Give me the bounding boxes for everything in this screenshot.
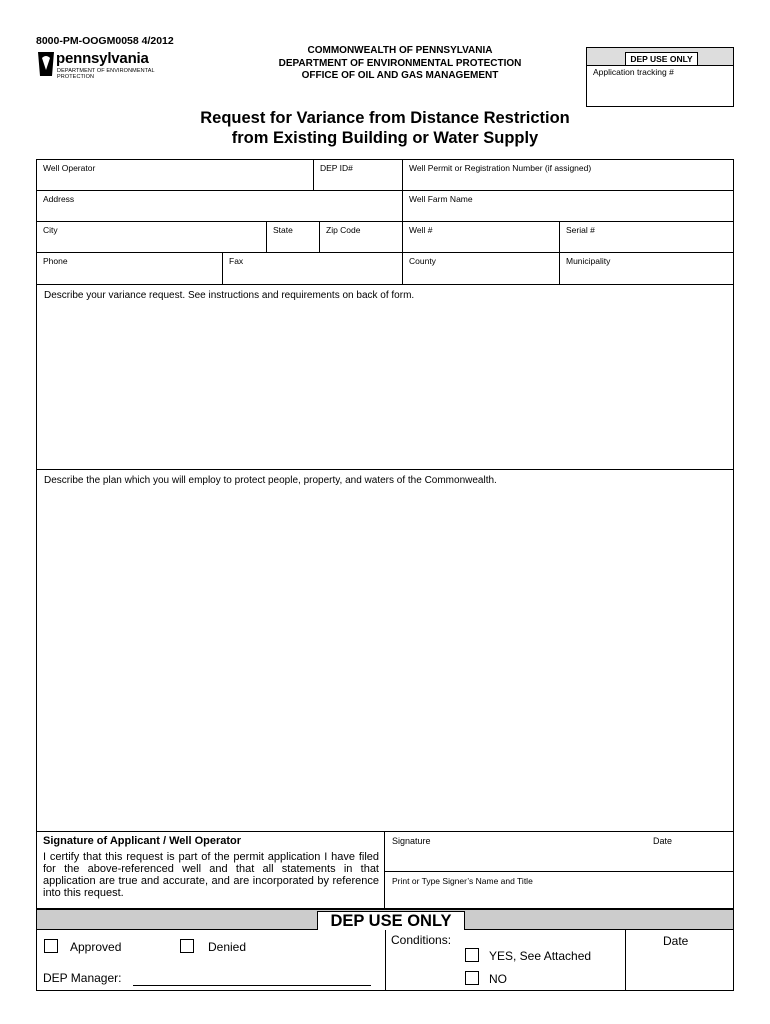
fax-field[interactable]: Fax xyxy=(223,253,403,284)
logo-subtitle: DEPARTMENT OF ENVIRONMENTAL PROTECTION xyxy=(57,68,155,80)
dep-use-only-title: DEP USE ONLY xyxy=(317,911,465,930)
dep-id-field[interactable]: DEP ID# xyxy=(314,160,403,191)
keystone-icon xyxy=(36,50,56,78)
well-number-field[interactable]: Well # xyxy=(403,222,560,253)
signature-section xyxy=(36,832,734,909)
dep-manager-line[interactable] xyxy=(133,985,371,986)
yes-see-attached-label: YES, See Attached xyxy=(489,949,592,963)
signature-date-label: Date xyxy=(653,836,673,846)
signature-section-title: Signature of Applicant / Well Operator xyxy=(43,835,242,847)
well-permit-field[interactable]: Well Permit or Registration Number (if assigned) xyxy=(403,160,734,191)
yes-see-attached-checkbox[interactable] xyxy=(465,948,479,962)
header-line-2: DEPARTMENT OF ENVIRONMENTAL PROTECTION xyxy=(278,57,522,69)
approved-label: Approved xyxy=(70,940,122,954)
dep-manager-label: DEP Manager: xyxy=(43,971,122,985)
state-field[interactable]: State xyxy=(267,222,320,253)
applicant-info-grid xyxy=(36,159,734,285)
agency-header xyxy=(250,45,550,83)
no-label: NO xyxy=(489,972,507,986)
zip-code-field[interactable]: Zip Code xyxy=(320,222,403,253)
protection-plan-textarea[interactable] xyxy=(36,470,734,832)
signature-field[interactable] xyxy=(385,832,733,872)
form-title: Request for Variance from Distance Restriction from Existing Building or Water Supply xyxy=(200,109,570,147)
application-tracking-field[interactable]: Application tracking # xyxy=(593,67,674,77)
variance-request-label: Describe your variance request. See instructions and requirements on back of form. xyxy=(44,290,415,301)
serial-number-field[interactable]: Serial # xyxy=(560,222,734,253)
dep-date-label: Date xyxy=(663,934,689,948)
signature-label: Signature xyxy=(392,836,431,846)
county-field[interactable]: County xyxy=(403,253,560,284)
dep-use-only-section xyxy=(36,909,734,991)
phone-field[interactable]: Phone xyxy=(37,253,223,284)
denied-checkbox[interactable] xyxy=(180,939,194,953)
conditions-label: Conditions: xyxy=(391,933,452,947)
well-farm-name-field[interactable]: Well Farm Name xyxy=(403,191,734,222)
approved-checkbox[interactable] xyxy=(44,939,58,953)
protection-plan-label: Describe the plan which you will employ to protect people, property, and waters of the Commonwealth. xyxy=(44,475,497,486)
dep-use-only-box xyxy=(586,47,734,107)
variance-request-textarea[interactable] xyxy=(36,285,734,470)
city-field[interactable]: City xyxy=(37,222,267,253)
certification-text: I certify that this request is part of the permit application I have filed for the above-referenced well and that all statements in that application are true and accurate, and are incorporated by reference into this request. xyxy=(43,851,379,899)
well-operator-field[interactable]: Well Operator xyxy=(37,160,314,191)
address-field[interactable]: Address xyxy=(37,191,403,222)
logo-word: pennsylvania xyxy=(56,50,149,67)
header-line-3: OFFICE OF OIL AND GAS MANAGEMENT xyxy=(301,70,499,81)
municipality-field[interactable]: Municipality xyxy=(566,256,611,266)
signer-name-label: Print or Type Signer’s Name and Title xyxy=(392,876,533,886)
header-line-1: COMMONWEALTH OF PENNSYLVANIA xyxy=(307,45,493,56)
form-code: 8000-PM-OOGM0058 4/2012 xyxy=(36,35,174,47)
certification-block xyxy=(37,832,385,908)
dep-use-only-label: DEP USE ONLY xyxy=(625,52,698,66)
pa-dep-logo xyxy=(36,50,186,80)
no-checkbox[interactable] xyxy=(465,971,479,985)
denied-label: Denied xyxy=(208,940,247,954)
